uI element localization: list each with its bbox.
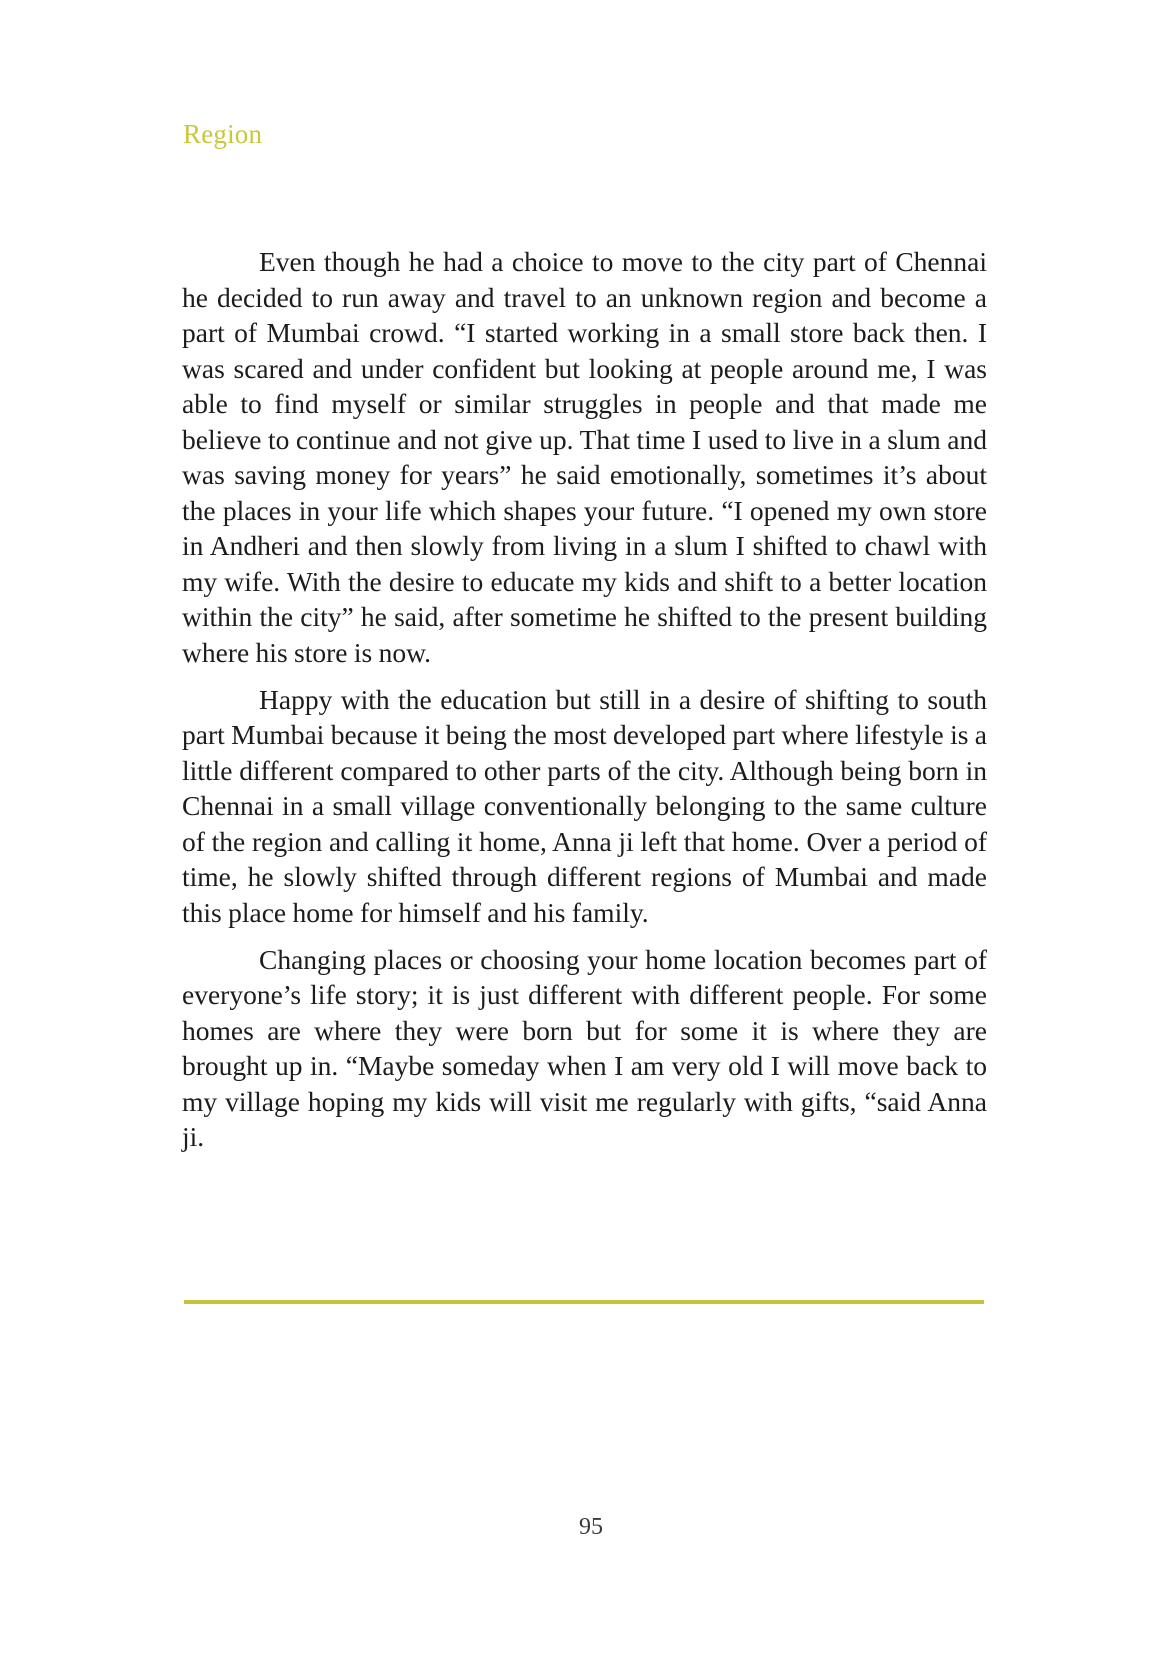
page-number: 95 [579,1514,603,1540]
body-text [182,244,987,1155]
section-title: Region [183,119,263,149]
paragraph-3: Changing places or choosing your home location becomes part of everyone’s life story; it is just different with different people. For some homes are where they were born but for some it is where they are brought up in. “Maybe someday when I am very old I will move back to my village hoping my kids will visit me regularly with gifts, “said Anna ji. [182,943,987,1152]
paragraph-2: Happy with the education but still in a desire of shifting to south part Mumbai because it being the most developed part where lifestyle is a little different compared to other parts of the city. Although being born in Chennai in a small village conventionally belonging to the same culture of the region and calling it home, Anna ji left that home. Over a period of time, he slowly shifted through different regions of Mumbai and made this place home for himself and his family. [182,683,987,928]
paragraph-1: Even though he had a choice to move to the city part of Chennai he decided to run away and travel to an unknown region and become a part of Mumbai crowd. “I started working in a small store back then. I was scared and under confident but looking at people around me, I was able to find myself or similar struggles in people and that made me believe to continue and not give up. That time I used to live in a slum and was saving money for years” he said emotionally, sometimes it’s about the places in your life which shapes your future. “I opened my own store in Andheri and then slowly from living in a slum I shifted to chawl with my wife. With the desire to educate my kids and shift to a better location within the city” he said, after sometime he shifted to the present building where his store is now. [182,246,987,668]
section-divider [184,1300,984,1304]
